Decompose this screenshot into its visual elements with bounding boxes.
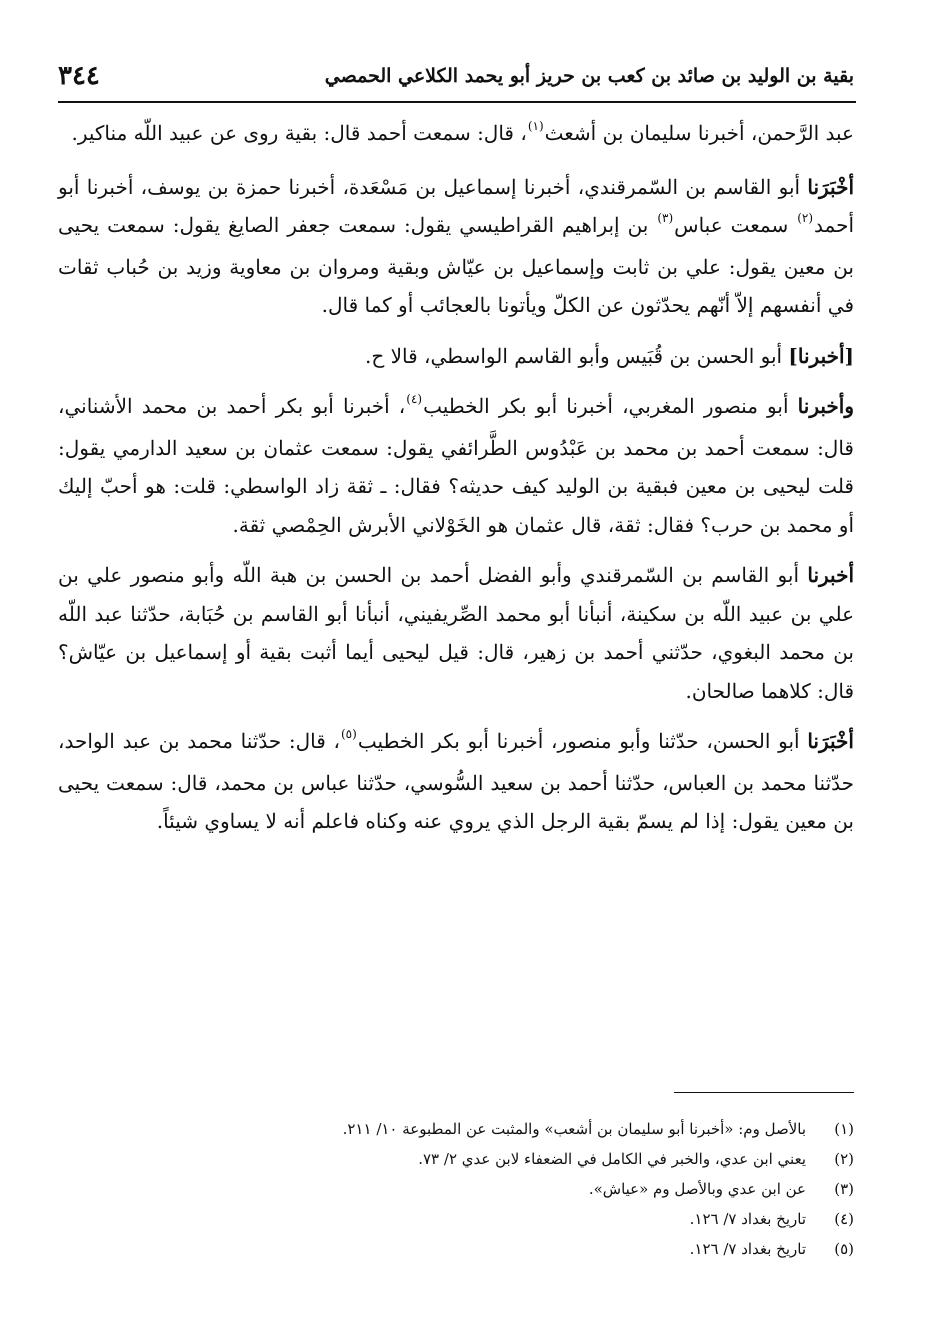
footnote-text: بالأصل وم: «أخبرنا أبو سليمان بن أشعب» والمثبت عن المطبوعة ١٠/ ٢١١. <box>342 1120 806 1138</box>
text-run: أبو الحسن بن قُبَيس وأبو القاسم الواسطي، قالا ح. <box>365 343 789 368</box>
footnote-number: (٣) <box>834 1180 854 1198</box>
footnote-text: عن ابن عدي وبالأصل وم «عياش». <box>588 1180 806 1198</box>
header-rule <box>58 101 856 103</box>
paragraph <box>58 722 854 841</box>
text-run: أبو القاسم بن السّمرقندي وأبو الفضل أحمد بن الحسن بن هبة اللّه وأبو منصور علي بن علي بن عبيد اللّه بن سكينة، أنبأنا أبو محمد الصِّريفيني، أنبأنا أبو القاسم بن حُبَابة، حدّثنا عبد اللّه بن محمد البغوي، حدّثني أحمد بن زهير، قال: قيل ليحيى أيما أثبت بقية أو إسماعيل بن عيّاش؟ قال: كلاهما صالحان. <box>58 563 854 703</box>
footnote-text: يعني ابن عدي، والخبر في الكامل في الضعفاء لابن عدي ٢/ ٧٣. <box>418 1150 806 1168</box>
footnote-number: (١) <box>834 1120 854 1138</box>
footnote-item <box>58 1174 854 1204</box>
text-run: أبو الحسن، حدّثنا وأبو منصور، أخبرنا أبو بكر الخطيب <box>357 729 808 753</box>
footnote-text: تاريخ بغداد ٧/ ١٢٦. <box>689 1240 806 1258</box>
footnote-item <box>58 1114 854 1144</box>
text-run: سمعت عباس <box>674 213 797 237</box>
text-run: ، أخبرنا أبو بكر أحمد بن محمد الأشناني، قال: سمعت أحمد بن محمد بن عَبْدُوس الطَّرائفي يقول: سمعت عثمان بن سعيد الدارمي يقول: قلت ليحيى بن معين فبقية بن الوليد كيف حديثه؟ فقال: ـ ثقة زاد الواسطي: قلت: هو أحبّ إليك أو محمد بن حرب؟ فقال: ثقة، قال عثمان هو الخَوْلاني الأبرش الحِمْصي ثقة. <box>58 394 854 537</box>
footnote-number: (٥) <box>834 1240 854 1258</box>
footnote-number: (٤) <box>834 1210 854 1228</box>
footnote-ref[interactable]: (٥) <box>340 727 357 741</box>
page-number: ٣٤٤ <box>58 61 100 91</box>
text-run: عبد الرَّحمن، أخبرنا سليمان بن أشعث <box>544 121 854 145</box>
paragraph-lead-word: أخْبَرَنا <box>807 174 854 199</box>
text-run: بن إبراهيم القراطيسي يقول: سمعت جعفر الصايغ يقول: سمعت يحيى بن معين يقول: علي بن ثابت وإسماعيل بن عيّاش وبقية ومروان بن معاوية وزيد بن حُباب ثقات في أنفسهم إلاّ أنّهم يحدّثون عن الكلّ ويأتونا بالعجائب أو كما قال. <box>58 213 854 317</box>
footnote-separator <box>674 1092 854 1093</box>
footnote-item <box>58 1144 854 1174</box>
paragraph-lead-word: وأخبرنا <box>797 394 854 418</box>
paragraph <box>58 168 854 325</box>
footnote-text: تاريخ بغداد ٧/ ١٢٦. <box>689 1210 806 1228</box>
main-text <box>58 114 854 853</box>
footnote-ref[interactable]: (٣) <box>657 211 674 225</box>
paragraph-lead-word: أخْبَرَنا <box>807 729 854 753</box>
footnote-ref[interactable]: (١) <box>527 119 544 133</box>
footnote-ref[interactable]: (٢) <box>797 211 814 225</box>
paragraph <box>58 387 854 544</box>
running-header-title: بقية بن الوليد بن صائد بن كعب بن حريز أبو يحمد الكلاعي الحمصي <box>324 65 854 87</box>
paragraph <box>58 337 854 376</box>
paragraph <box>58 556 854 710</box>
text-run: ، قال: سمعت أحمد قال: بقية روى عن عبيد اللّه مناكير. <box>71 121 527 145</box>
footnotes <box>58 1114 854 1264</box>
footnote-item <box>58 1234 854 1264</box>
paragraph <box>58 114 854 156</box>
text-run: أبو القاسم بن السّمرقندي، أخبرنا إسماعيل بن مَسْعَدة، أخبرنا حمزة بن يوسف، أخبرنا أبو أحمد <box>58 174 854 237</box>
text-run: ، قال: حدّثنا محمد بن عبد الواحد، حدّثنا محمد بن العباس، حدّثنا أحمد بن سعيد السُّوسي، حدّثنا عباس بن محمد، قال: سمعت يحيى بن معين يقول: إذا لم يسمّ بقية الرجل الذي يروي عنه وكناه فاعلم أنه لا يساوي شيئاً. <box>58 729 854 833</box>
text-run: أبو منصور المغربي، أخبرنا أبو بكر الخطيب <box>423 394 798 418</box>
running-header <box>58 56 854 96</box>
footnote-number: (٢) <box>834 1150 854 1168</box>
paragraph-lead-word: [أخبرنا] <box>788 343 854 368</box>
paragraph-lead-word: أخبرنا <box>807 563 854 587</box>
footnote-item <box>58 1204 854 1234</box>
footnote-ref[interactable]: (٤) <box>406 392 423 406</box>
